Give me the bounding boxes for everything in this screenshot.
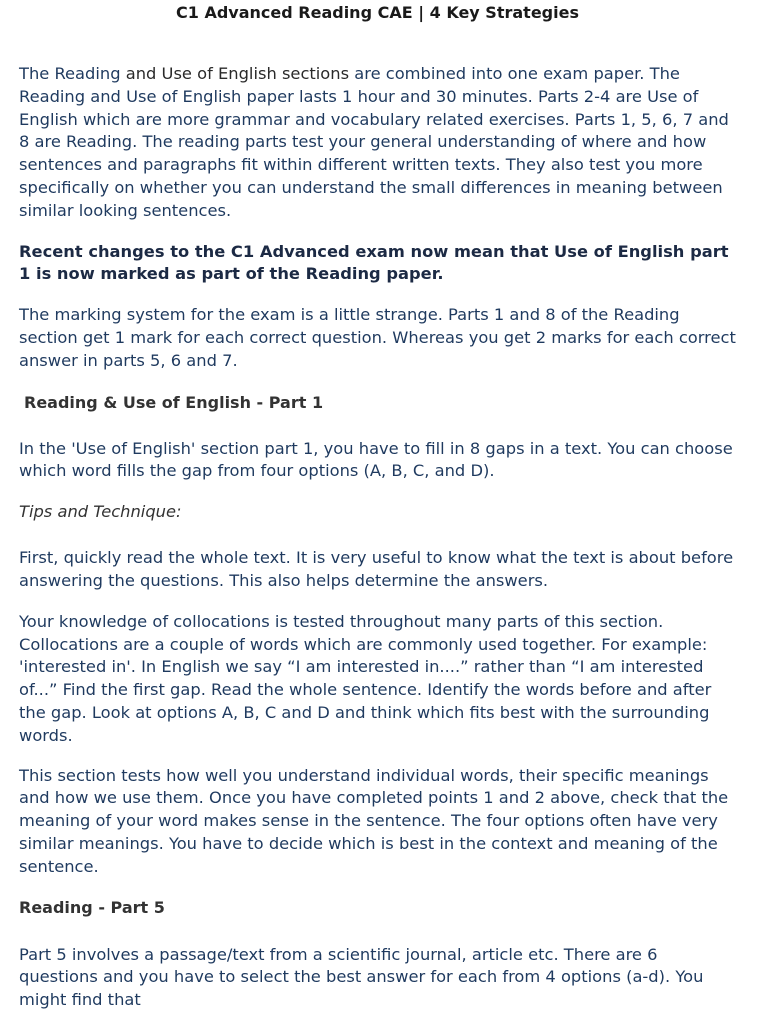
page-title: C1 Advanced Reading CAE | 4 Key Strategies (176, 3, 579, 22)
tip-paragraph-1: First, quickly read the whole text. It is very useful to know what the text is about before answering the questions. This also helps determine the answers. (19, 548, 734, 590)
part5-heading: Reading - Part 5 (19, 897, 165, 917)
tip-paragraph-3: This section tests how well you understand individual words, their specific meanings and how we use them. Once you have completed points 1 and 2 above, check that the meaning of your word makes sense in the sentence. The four options often have very similar meanings. You have to decide which is best in the context and meaning of the sentence. (19, 765, 729, 876)
part5-description: Part 5 involves a passage/text from a scientific journal, article etc. There are 6 questions and you have to select the best answer for each from 4 options (a-d). You might find that (19, 944, 704, 1010)
intro-paragraph (19, 63, 736, 223)
marking-paragraph: The marking system for the exam is a little strange. Parts 1 and 8 of the Reading section get 1 mark for each correct question. Whereas you get 2 marks for each correct answer in parts 5, 6 and 7. (19, 305, 736, 370)
exam-changes-note: Recent changes to the C1 Advanced exam now mean that Use of English part 1 is now marked as part of the Reading paper. (19, 241, 729, 284)
part1-description: In the 'Use of English' section part 1, you have to fill in 8 gaps in a text. You can choose which word fills the gap from four options (A, B, C, and D). (19, 438, 733, 481)
part1-heading: Reading & Use of English - Part 1 (24, 392, 324, 412)
intro-highlight: and Use of English sections (125, 64, 350, 83)
intro-suffix: are combined into one exam paper. The Reading and Use of English paper lasts 1 hour and 30 minutes. Parts 2-4 are Use of English which are more grammar and vocabulary related exercises. Parts 1, 5, 6, 7 and 8 are Reading. The reading parts test your general understanding of where and how sentences and paragraphs fit within different written texts. They also test you more specifically on whether you can understand the small differences in meaning between similar looking sentences. (19, 64, 729, 220)
tip-paragraph-2: Your knowledge of collocations is tested throughout many parts of this section. Collocations are a couple of words which are commonly used together. For example: 'interested in'. In English we say “I am interested in....” rather than “I am interested of...” Find the first gap. Read the whole sentence. Identify the words before and after the gap. Look at options A, B, C and D and think which fits best with the surrounding words. (19, 611, 712, 745)
tips-heading: Tips and Technique: (19, 502, 182, 522)
intro-prefix: The Reading (19, 64, 126, 83)
